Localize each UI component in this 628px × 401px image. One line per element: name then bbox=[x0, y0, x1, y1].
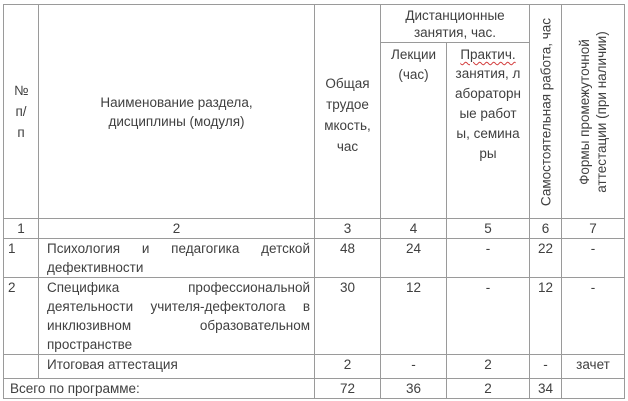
header-self bbox=[530, 5, 562, 219]
row-self: - bbox=[530, 355, 562, 379]
table-row bbox=[4, 278, 625, 355]
header-num-text: № п/п bbox=[14, 83, 29, 140]
row-lectures: - bbox=[381, 355, 447, 379]
row-practice: 2 bbox=[447, 355, 530, 379]
total-hours: 72 bbox=[315, 379, 381, 399]
row-lectures: 12 bbox=[381, 278, 447, 355]
row-self: 12 bbox=[530, 278, 562, 355]
colnum-6: 6 bbox=[530, 219, 562, 239]
total-lectures: 36 bbox=[381, 379, 447, 399]
row-num: 1 bbox=[4, 239, 39, 278]
colnum-4: 4 bbox=[381, 219, 447, 239]
header-total bbox=[315, 5, 381, 219]
row-name: Итоговая аттестация bbox=[39, 355, 315, 379]
header-forms-text: Формы промежуточной аттестации (при наличии) bbox=[577, 30, 609, 193]
header-lectures-text: Лекции (час) bbox=[390, 47, 437, 82]
row-total: 2 bbox=[315, 355, 381, 379]
header-name bbox=[39, 5, 315, 219]
header-forms bbox=[562, 5, 625, 219]
header-distance-text: Дистанционные занятия, час. bbox=[405, 8, 505, 40]
table-row bbox=[4, 239, 625, 278]
header-practice-rest: занятия, лабораторные работы, семинары bbox=[455, 66, 521, 161]
total-row bbox=[4, 379, 625, 399]
row-name: Специфика профессиональной деятельности учителя-дефектолога в инклюзивном образовательном пространстве bbox=[39, 278, 315, 355]
header-distance bbox=[381, 5, 530, 43]
row-total: 30 bbox=[315, 278, 381, 355]
header-practice-word: Практич. bbox=[460, 47, 516, 62]
row-practice: - bbox=[447, 239, 530, 278]
row-forms: - bbox=[562, 278, 625, 355]
row-practice: - bbox=[447, 278, 530, 355]
header-name-text: Наименование раздела, дисциплины (модуля) bbox=[100, 94, 253, 129]
colnum-7: 7 bbox=[562, 219, 625, 239]
curriculum-table bbox=[3, 4, 625, 399]
row-lectures: 24 bbox=[381, 239, 447, 278]
header-num bbox=[4, 5, 39, 219]
row-num bbox=[4, 355, 39, 379]
header-total-text: Общая трудоемкость, час bbox=[324, 75, 371, 154]
row-total: 48 bbox=[315, 239, 381, 278]
total-practice: 2 bbox=[447, 379, 530, 399]
row-num: 2 bbox=[4, 278, 39, 355]
colnum-1: 1 bbox=[4, 219, 39, 239]
row-forms: зачет bbox=[562, 355, 625, 379]
total-self: 34 bbox=[530, 379, 562, 399]
header-practice bbox=[447, 43, 530, 219]
row-name: Психология и педагогика детской дефективности bbox=[39, 239, 315, 278]
colnum-5: 5 bbox=[447, 219, 530, 239]
table-row bbox=[4, 355, 625, 379]
total-forms bbox=[562, 379, 625, 399]
colnum-3: 3 bbox=[315, 219, 381, 239]
total-label: Всего по программе: bbox=[4, 379, 315, 399]
row-self: 22 bbox=[530, 239, 562, 278]
header-self-text: Самостоятельная работа, час bbox=[538, 17, 553, 206]
row-forms: - bbox=[562, 239, 625, 278]
colnum-2: 2 bbox=[39, 219, 315, 239]
header-lectures bbox=[381, 43, 447, 219]
